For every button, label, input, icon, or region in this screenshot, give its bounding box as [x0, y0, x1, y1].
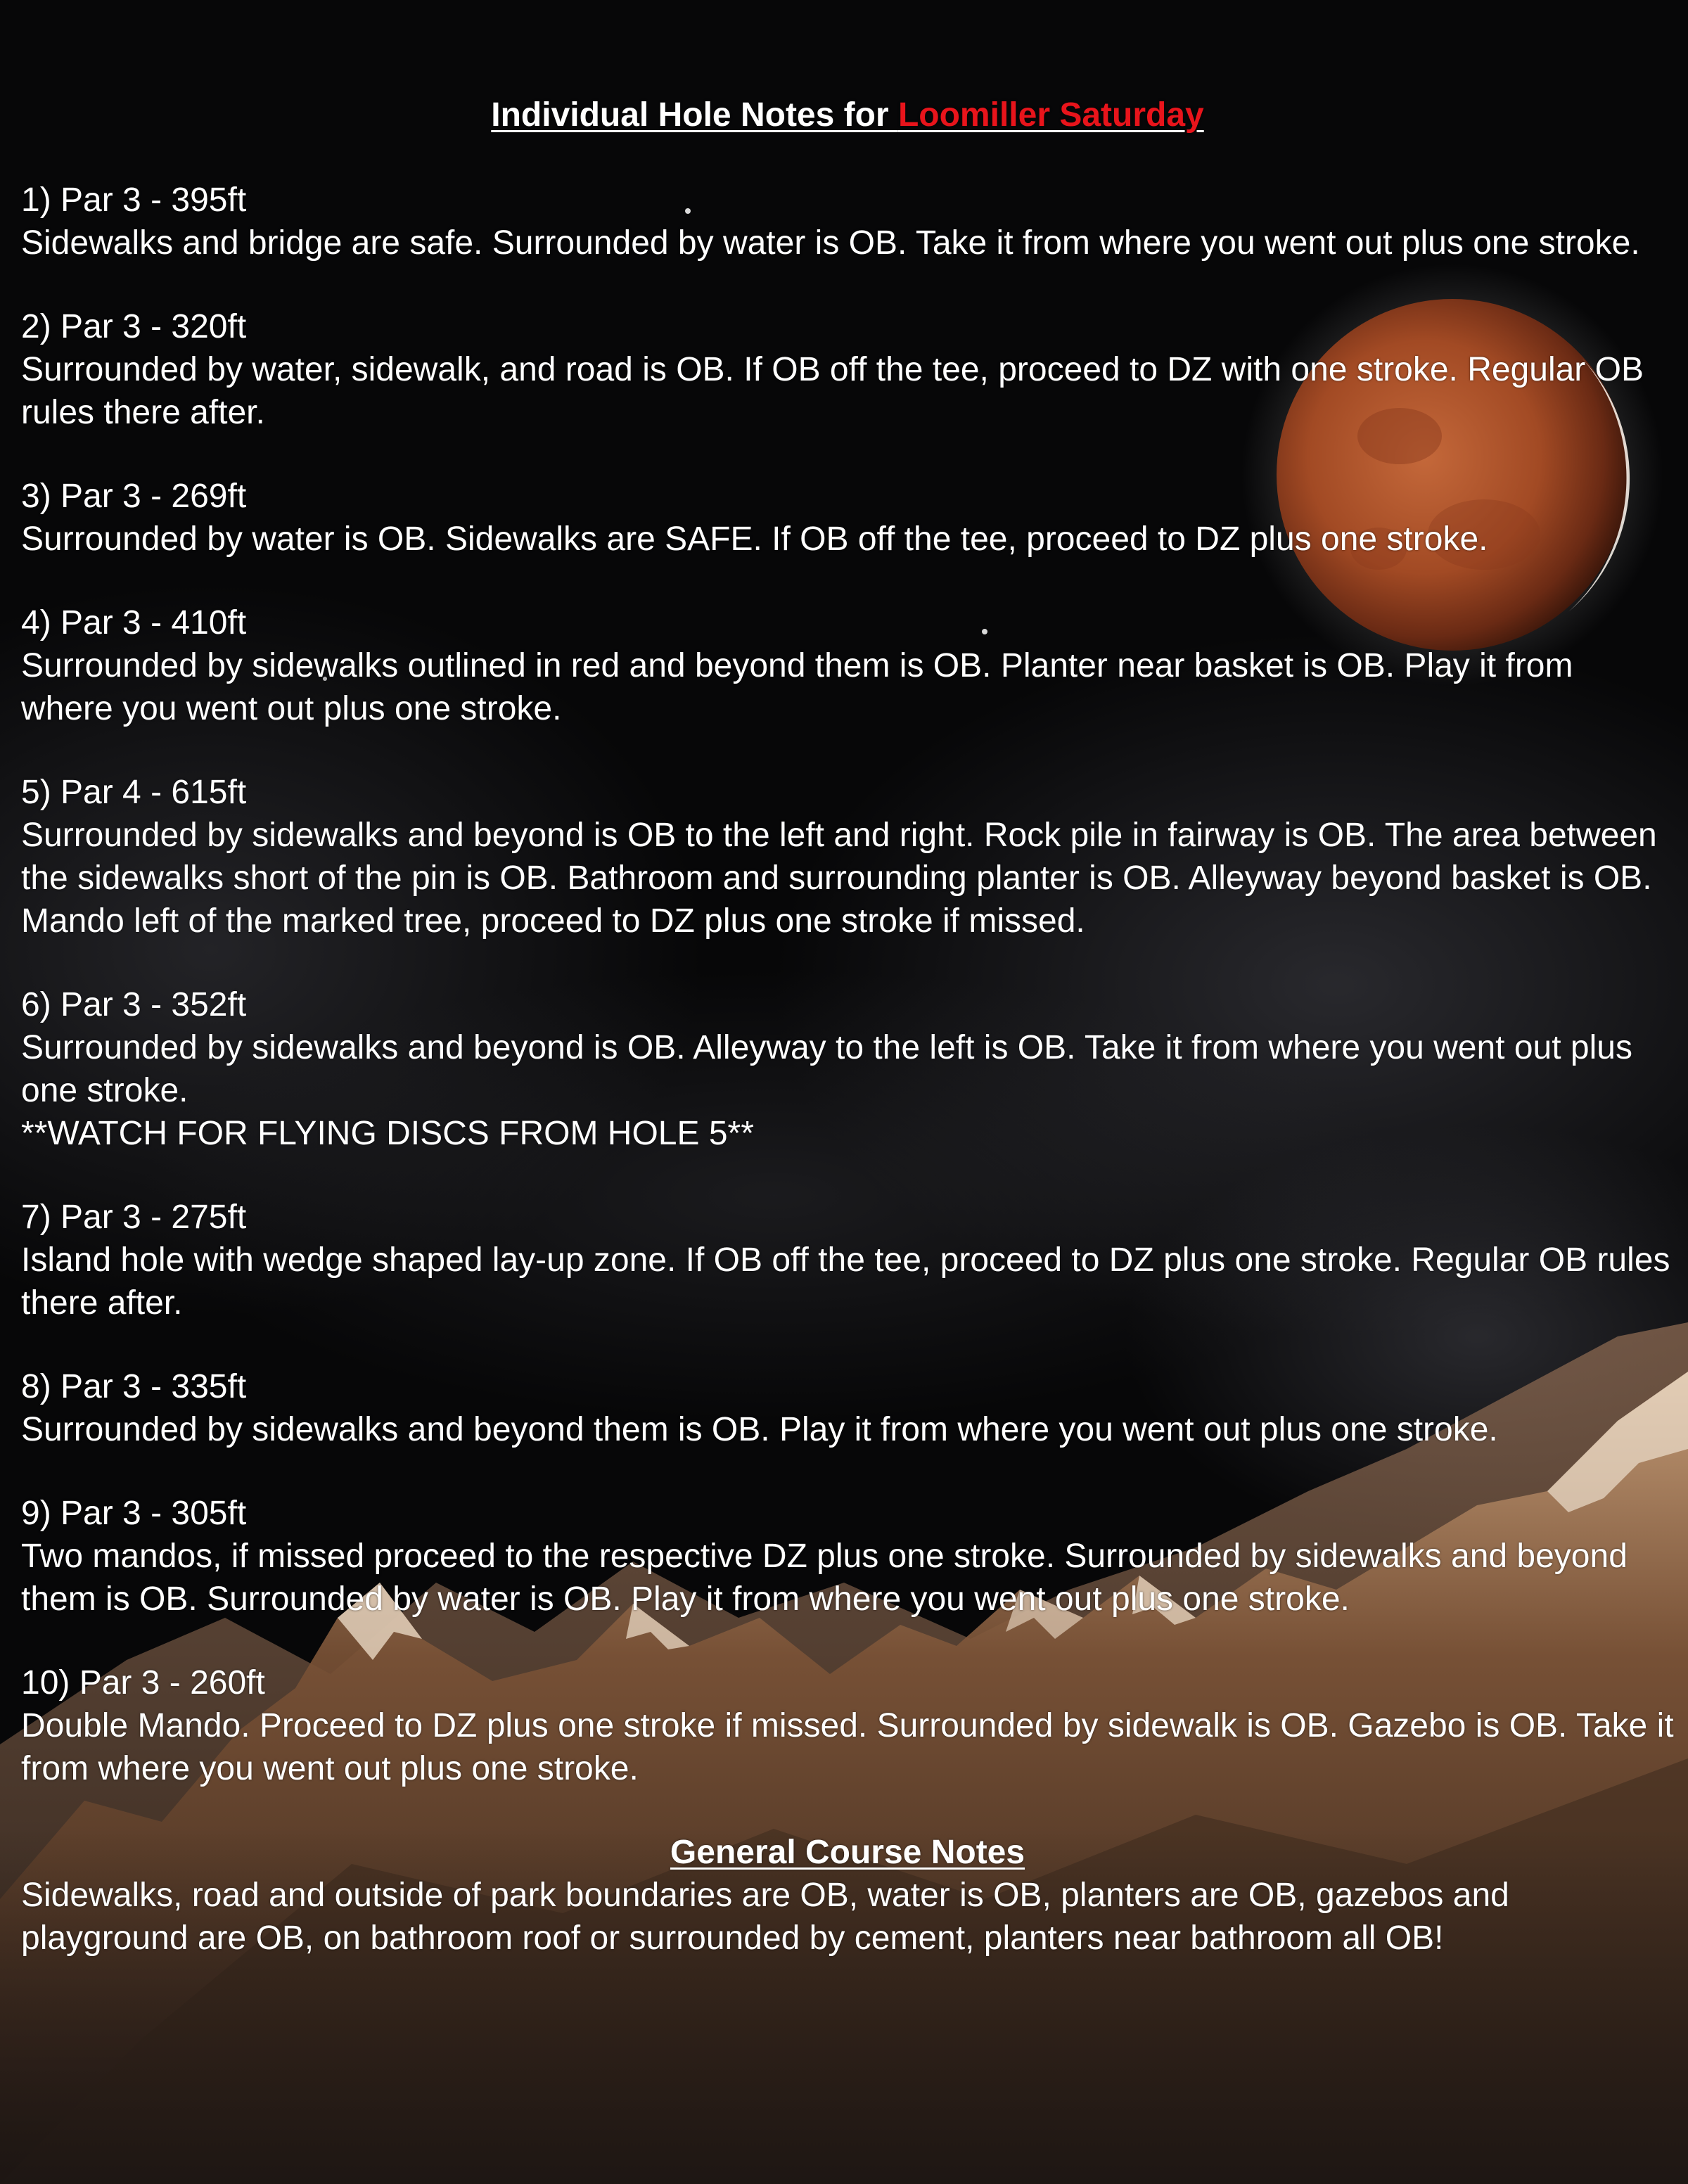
hole-notes: Double Mando. Proceed to DZ plus one stroke if missed. Surrounded by sidewalk is OB. Gazebo is OB. Take it from where you went out plus one stroke.: [21, 1707, 1674, 1787]
title-prefix: Individual Hole Notes for: [491, 96, 898, 134]
hole-notes: Surrounded by sidewalks outlined in red and beyond them is OB. Planter near basket is OB. Play it from where you went out plus one stroke.: [21, 647, 1573, 727]
hole-entry-9: [21, 1492, 1674, 1621]
hole-heading: 10) Par 3 - 260ft: [21, 1664, 265, 1701]
hole-entry-3: [21, 475, 1674, 561]
hole-entry-5: [21, 771, 1674, 943]
hole-notes: Surrounded by sidewalks and beyond them is OB. Play it from where you went out plus one stroke.: [21, 1411, 1498, 1448]
hole-heading: 8) Par 3 - 335ft: [21, 1368, 247, 1405]
hole-entry-7: [21, 1196, 1674, 1324]
hole-heading: 6) Par 3 - 352ft: [21, 986, 247, 1023]
page-title: [21, 93, 1674, 138]
hole-notes: Island hole with wedge shaped lay-up zone. If OB off the tee, proceed to DZ plus one stroke. Regular OB rules there after.: [21, 1241, 1670, 1322]
general-notes-title: General Course Notes: [670, 1834, 1025, 1871]
hole-heading: 9) Par 3 - 305ft: [21, 1495, 247, 1532]
hole-notes: Sidewalks and bridge are safe. Surrounded by water is OB. Take it from where you went out plus one stroke.: [21, 224, 1640, 262]
hole-notes-document: [21, 93, 1674, 1960]
hole-heading: 4) Par 3 - 410ft: [21, 604, 247, 641]
hole-notes: Surrounded by sidewalks and beyond is OB to the left and right. Rock pile in fairway is OB. The area between the sidewalks short of the pin is OB. Bathroom and surrounding planter is OB. Alleyway beyond basket is OB. Mando left of the marked tree, proceed to DZ plus one stroke if missed.: [21, 817, 1657, 940]
hole-heading: 7) Par 3 - 275ft: [21, 1199, 247, 1236]
hole-notes: Two mandos, if missed proceed to the respective DZ plus one stroke. Surrounded by sidewalks and beyond them is OB. Surrounded by water is OB. Play it from where you went out plus one stroke.: [21, 1538, 1628, 1618]
hole-heading: 2) Par 3 - 320ft: [21, 308, 247, 345]
general-notes-body: Sidewalks, road and outside of park boundaries are OB, water is OB, planters are OB, gazebos and playground are OB, on bathroom roof or surrounded by cement, planters near bathroom all OB!: [21, 1877, 1509, 1957]
hole-heading: 3) Par 3 - 269ft: [21, 478, 247, 515]
hole-heading: 1) Par 3 - 395ft: [21, 181, 247, 219]
hole-entry-2: [21, 305, 1674, 434]
hole-notes: Surrounded by water, sidewalk, and road is OB. If OB off the tee, proceed to DZ with one stroke. Regular OB rules there after.: [21, 351, 1644, 431]
hole-entry-8: [21, 1365, 1674, 1451]
hole-notes: Surrounded by water is OB. Sidewalks are SAFE. If OB off the tee, proceed to DZ plus one stroke.: [21, 521, 1488, 558]
hole-entry-4: [21, 601, 1674, 730]
event-name: Loomiller Saturday: [897, 96, 1204, 134]
hole-entry-1: [21, 179, 1674, 264]
hole-notes: Surrounded by sidewalks and beyond is OB. Alleyway to the left is OB. Take it from where you went out plus one stroke.: [21, 1029, 1632, 1109]
hole-entry-10: [21, 1661, 1674, 1790]
hole-warning: **WATCH FOR FLYING DISCS FROM HOLE 5**: [21, 1115, 754, 1152]
hole-heading: 5) Par 4 - 615ft: [21, 774, 247, 811]
hole-entry-6: [21, 983, 1674, 1155]
